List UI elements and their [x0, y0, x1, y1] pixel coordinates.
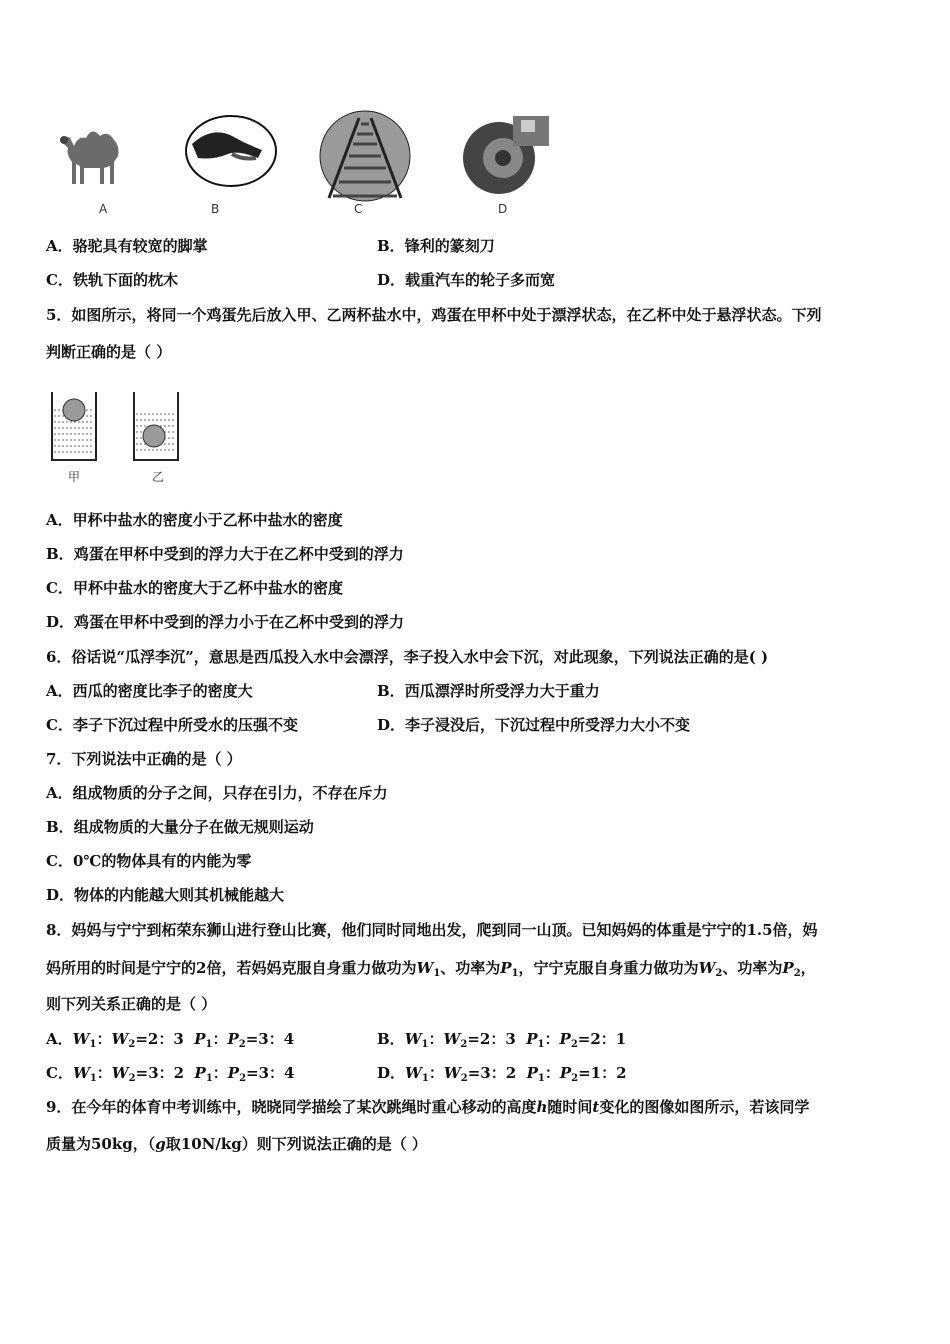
ratio-colon: ： — [212, 1064, 228, 1082]
text-run: 妈所用的时间是宁宁的2倍，若妈妈克服自身重力做功为 — [46, 959, 417, 977]
option-letter: B． — [377, 682, 405, 700]
option-text: 西瓜的密度比李子的密度大 — [72, 682, 253, 700]
q8-option-b[interactable] — [377, 1029, 626, 1049]
figure-beaker-jia — [48, 390, 100, 466]
subscript: 1 — [421, 1039, 429, 1050]
text-run: 9．在今年的体育中考训练中，晓晓同学描绘了某次跳绳时重心移动的高度 — [46, 1098, 537, 1116]
w-ratio: =2：3 — [467, 1030, 516, 1048]
option-letter: D． — [377, 716, 406, 734]
var-p: P — [559, 1064, 572, 1082]
option-text: 甲杯中盐水的密度小于乙杯中盐水的密度 — [72, 511, 343, 529]
q9-stem-line2 — [46, 1134, 427, 1154]
option-text: 骆驼具有较宽的脚掌 — [72, 237, 208, 255]
text-run: 随时间 — [547, 1098, 593, 1116]
var-p: P — [526, 1064, 538, 1082]
ratio-colon: ： — [544, 1064, 560, 1082]
option-text: 李子浸没后，下沉过程中所受浮力大小不变 — [405, 716, 691, 734]
q7-option-c[interactable] — [46, 851, 251, 871]
option-letter: B． — [377, 1030, 405, 1048]
subscript: 1 — [537, 1073, 545, 1084]
q6-option-a[interactable] — [46, 681, 253, 701]
subscript: 2 — [128, 1039, 136, 1050]
subscript: 2 — [238, 1039, 246, 1050]
figure-label-b: B — [211, 202, 220, 216]
w-ratio: =3：2 — [467, 1064, 517, 1082]
q6-option-d[interactable] — [377, 715, 690, 735]
q5-option-a[interactable] — [46, 510, 343, 530]
q8-stem-line1: 8．妈妈与宁宁到柘荣东狮山进行登山比赛，他们同时同地出发，爬到同一山顶。已知妈妈的体重是宁宁的1.5倍，妈 — [46, 921, 818, 939]
beaker-label-yi: 乙 — [152, 470, 165, 484]
var-p: P — [526, 1030, 538, 1048]
var-p: P — [227, 1030, 239, 1048]
subscript: 2 — [460, 1073, 468, 1084]
text-run: ， — [800, 959, 816, 977]
figure-camel — [50, 120, 130, 200]
subscript: 2 — [128, 1073, 136, 1084]
subscript: 2 — [715, 968, 723, 979]
q7-option-b[interactable] — [46, 817, 314, 837]
q5-option-d[interactable] — [46, 612, 404, 632]
w-ratio: =3：2 — [135, 1064, 185, 1082]
option-letter: B． — [46, 818, 74, 836]
option-letter: B． — [46, 545, 74, 563]
figure-railway-track — [319, 110, 411, 202]
var-w: W — [404, 1030, 422, 1048]
q9-stem-line1 — [46, 1097, 809, 1117]
var-p: P — [782, 959, 794, 977]
q8-stem-line2 — [46, 958, 816, 978]
var-w: W — [405, 1064, 422, 1082]
p-ratio: =3：4 — [246, 1064, 295, 1082]
q4-option-c[interactable] — [46, 270, 178, 290]
ratio-colon: ： — [96, 1064, 112, 1082]
q6-option-b[interactable] — [377, 681, 600, 701]
p-ratio: =3：4 — [245, 1030, 295, 1048]
option-letter: A． — [46, 511, 73, 529]
option-text: 物体的内能越大则其机械能越大 — [74, 886, 285, 904]
option-text: 李子下沉过程中所受水的压强不变 — [72, 716, 298, 734]
subscript: 1 — [537, 1039, 545, 1050]
var-w: W — [416, 959, 434, 977]
subscript: 1 — [205, 1073, 213, 1084]
figure-beaker-yi — [130, 390, 182, 466]
option-text: 组成物质的分子之间，只存在引力，不存在斥力 — [72, 784, 388, 802]
ratio-colon: ： — [428, 1064, 444, 1082]
var-t: t — [592, 1098, 600, 1116]
text-run: 、功率为 — [722, 959, 783, 977]
subscript: 2 — [570, 1039, 578, 1050]
q4-option-a[interactable] — [46, 236, 208, 256]
q5-stem-line2: 判断正确的是（ ） — [46, 343, 172, 361]
subscript: 2 — [239, 1073, 247, 1084]
subscript: 1 — [89, 1039, 97, 1050]
option-letter: A． — [46, 682, 73, 700]
subscript: 2 — [571, 1073, 579, 1084]
var-p: P — [227, 1064, 240, 1082]
option-letter: B． — [377, 237, 405, 255]
subscript: 1 — [511, 968, 519, 979]
option-text: 西瓜漂浮时所受浮力大于重力 — [404, 682, 600, 700]
option-letter: C． — [46, 271, 73, 289]
var-w: W — [443, 1064, 461, 1082]
w-ratio: =2：3 — [135, 1030, 184, 1048]
subscript: 1 — [89, 1073, 97, 1084]
text-run: 、功率为 — [440, 959, 501, 977]
figure-label-c: C — [354, 202, 363, 216]
text-run: 变化的图像如图所示，若该同学 — [599, 1098, 810, 1116]
ratio-colon: ： — [212, 1030, 228, 1048]
subscript: 1 — [205, 1039, 213, 1050]
option-letter: C． — [46, 716, 73, 734]
q8-stem-line3: 则下列关系正确的是（ ） — [46, 995, 217, 1013]
option-letter: C． — [46, 1064, 73, 1082]
subscript: 2 — [793, 968, 801, 979]
ratio-colon: ： — [428, 1030, 444, 1048]
q4-option-b[interactable] — [377, 236, 495, 256]
option-text: 鸡蛋在甲杯中受到的浮力小于在乙杯中受到的浮力 — [74, 613, 405, 631]
var-g: g — [155, 1135, 166, 1153]
option-letter: D． — [46, 613, 75, 631]
option-text: 组成物质的大量分子在做无规则运动 — [73, 818, 314, 836]
option-letter: D． — [377, 1064, 406, 1082]
q6-stem: 6．俗话说“瓜浮李沉”，意思是西瓜投入水中会漂浮，李子投入水中会下沉，对此现象，下列说法正确的是( ) — [46, 648, 769, 666]
text-run: 质量为50kg，（ — [46, 1135, 156, 1153]
ratio-colon: ： — [544, 1030, 560, 1048]
text-run: ，宁宁克服自身重力做功为 — [518, 959, 699, 977]
q5-stem-line1: 5．如图所示，将同一个鸡蛋先后放入甲、乙两杯盐水中，鸡蛋在甲杯中处于漂浮状态，在乙杯中处于悬浮状态。下列 — [46, 306, 822, 324]
q7-option-a[interactable] — [46, 783, 388, 803]
var-p: P — [194, 1030, 206, 1048]
var-p: P — [194, 1064, 206, 1082]
q5-option-b[interactable] — [46, 544, 404, 564]
subscript: 1 — [421, 1073, 429, 1084]
var-h: h — [536, 1098, 548, 1116]
var-p: P — [559, 1030, 571, 1048]
q7-stem: 7．下列说法中正确的是（ ） — [46, 750, 242, 768]
var-w: W — [698, 959, 716, 977]
option-text: 0℃的物体具有的内能为零 — [72, 852, 252, 870]
var-w: W — [72, 1064, 90, 1082]
q5-option-c[interactable] — [46, 578, 343, 598]
ratio-colon: ： — [96, 1030, 112, 1048]
q4-option-d[interactable] — [377, 270, 555, 290]
var-w: W — [443, 1030, 461, 1048]
option-text: 锋利的篆刻刀 — [404, 237, 495, 255]
option-letter: A． — [46, 784, 73, 802]
var-p: P — [500, 959, 512, 977]
var-w: W — [111, 1064, 129, 1082]
option-letter: C． — [46, 852, 73, 870]
var-w: W — [72, 1030, 90, 1048]
option-letter: A． — [46, 1030, 73, 1048]
option-text: 铁轨下面的枕木 — [72, 271, 178, 289]
option-letter: C． — [46, 579, 73, 597]
q7-option-d[interactable] — [46, 885, 284, 905]
figure-truck-wheels — [461, 110, 555, 200]
option-letter: D． — [46, 886, 75, 904]
option-text: 载重汽车的轮子多而宽 — [405, 271, 556, 289]
option-letter: A． — [46, 237, 73, 255]
q6-option-c[interactable] — [46, 715, 298, 735]
var-w: W — [111, 1030, 129, 1048]
q8-option-c[interactable] — [46, 1063, 295, 1083]
figure-label-d: D — [498, 202, 508, 216]
q8-option-a[interactable] — [46, 1029, 294, 1049]
p-ratio: =1：2 — [578, 1064, 627, 1082]
text-run: 取10N/kg）则下列说法正确的是（ ） — [165, 1135, 427, 1153]
option-text: 甲杯中盐水的密度大于乙杯中盐水的密度 — [72, 579, 343, 597]
option-text: 鸡蛋在甲杯中受到的浮力大于在乙杯中受到的浮力 — [73, 545, 404, 563]
beaker-label-jia: 甲 — [68, 470, 81, 484]
figure-label-a: A — [99, 202, 108, 216]
option-letter: D． — [377, 271, 406, 289]
subscript: 2 — [460, 1039, 468, 1050]
figure-carving-knife — [184, 114, 278, 188]
p-ratio: =2：1 — [577, 1030, 627, 1048]
subscript: 1 — [433, 968, 441, 979]
q8-option-d[interactable] — [377, 1063, 627, 1083]
